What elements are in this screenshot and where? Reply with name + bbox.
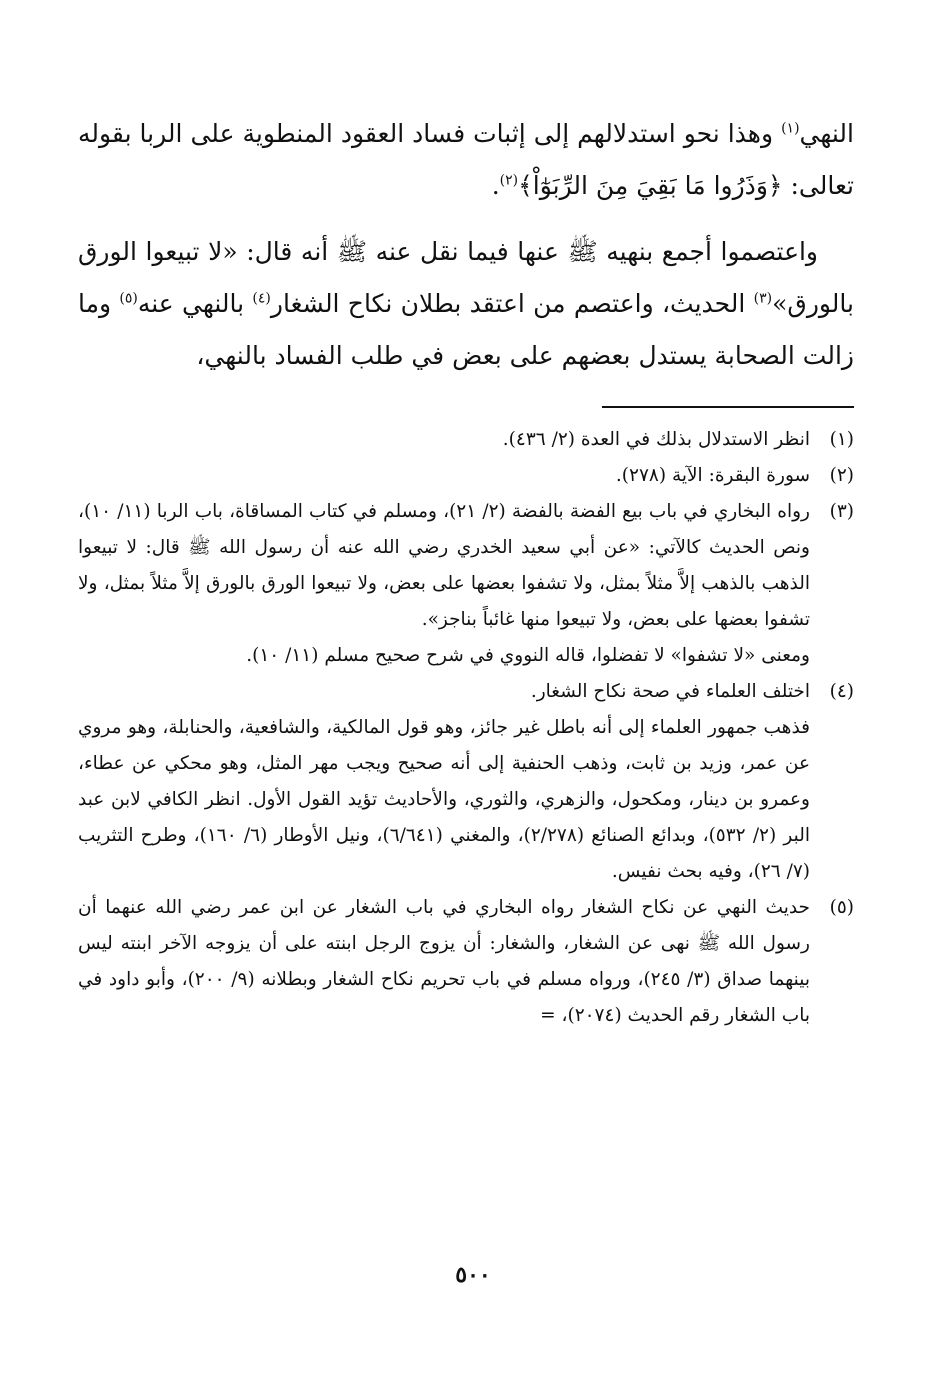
footnote-separator bbox=[602, 406, 854, 408]
body-paragraph-1 bbox=[78, 108, 854, 212]
text-segment: وما زالت الصحابة يستدل بعضهم على بعض في طلب الفساد بالنهي، bbox=[78, 289, 854, 370]
footnote-text: سورة البقرة: الآية (٢٧٨). bbox=[615, 465, 810, 486]
page-number: ٥٠٠ bbox=[455, 1262, 491, 1288]
footnote-number: (١) bbox=[829, 429, 854, 450]
footnote-ref-3[interactable]: (٣) bbox=[753, 290, 773, 307]
footnote-ref-1[interactable]: (١) bbox=[781, 120, 800, 137]
text-segment: واعتصموا أجمع بنهيه ﷺ عنها فيما نقل عنه ﷺ أنه قال: «لا تبيعوا الورق بالورق» bbox=[78, 237, 854, 318]
footnote-number: (٤) bbox=[829, 681, 854, 702]
footnote-3 bbox=[78, 494, 854, 674]
footnote-number: (٣) bbox=[829, 501, 854, 522]
page bbox=[78, 108, 854, 1034]
footnote-text: حديث النهي عن نكاح الشغار رواه البخاري في باب الشغار عن ابن عمر رضي الله عنهما أن رسول الله ﷺ نهى عن الشغار، والشغار: أن يزوج الرجل ابنته على أن يزوجه الآخر ابنته ليس بينهما صداق (٣/ ٢٤٥)، ورواه مسلم في باب تحريم نكاح الشغار وبطلانه (٩/ ٢٠٠)، وأبو داود في باب الشغار رقم الحديث (٢٠٧٤)، = bbox=[78, 897, 810, 1026]
footnote-text: انظر الاستدلال بذلك في العدة (٢/ ٤٣٦). bbox=[502, 429, 810, 450]
text-segment: وهذا نحو استدلالهم إلى إثبات فساد العقود المنطوية على الربا بقوله تعالى: ﴿وَذَرُوا مَا بَقِيَ مِنَ الرِّبَوٰٓاْ﴾ bbox=[78, 119, 854, 200]
footnote-ref-5[interactable]: (٥) bbox=[119, 290, 138, 307]
footnote-text: فذهب جمهور العلماء إلى أنه باطل غير جائز، وهو قول المالكية، والشافعية، والحنابلة، وهو مروي عن عمر، وزيد بن ثابت، وذهب الحنفية إلى أنه صحيح ويجب مهر المثل، وهو محكي عن عطاء، وعمرو بن دينار، ومكحول، والزهري، والثوري، والأحاديث تؤيد القول الأول. انظر الكافي لابن عبد البر (٢/ ٥٣٢)، وبدائع الصنائع (٢/٢٧٨)، والمغني (٦/٦٤١)، ونيل الأوطار (٦/ ١٦٠)، وطرح التثريب (٧/ ٢٦)، وفيه بحث نفيس. bbox=[78, 717, 810, 882]
footnote-body bbox=[78, 890, 810, 1034]
text-segment: . bbox=[491, 171, 500, 200]
footnote-1 bbox=[78, 422, 854, 458]
footnote-body bbox=[78, 458, 810, 494]
footnote-4 bbox=[78, 674, 854, 890]
footnote-text: ومعنى «لا تشفوا» لا تفضلوا، قاله النووي في شرح صحيح مسلم (١١/ ١٠). bbox=[246, 645, 810, 666]
footnote-body bbox=[78, 494, 810, 674]
footnote-5 bbox=[78, 890, 854, 1034]
footnote-ref-4[interactable]: (٤) bbox=[252, 290, 271, 307]
footnote-number: (٢) bbox=[829, 465, 854, 486]
footnote-number: (٥) bbox=[829, 897, 854, 918]
footnote-body bbox=[78, 674, 810, 890]
text-segment: بالنهي عنه bbox=[137, 289, 253, 318]
text-segment: النهي bbox=[799, 119, 854, 148]
footnote-ref-2[interactable]: (٢) bbox=[499, 172, 519, 189]
body-paragraph-2 bbox=[78, 226, 854, 382]
footnote-text: رواه البخاري في باب بيع الفضة بالفضة (٢/ ٢١)، ومسلم في كتاب المساقاة، باب الربا (١١/ ١٠)، ونص الحديث كالآتي: «عن أبي سعيد الخدري رضي الله عنه أن رسول الله ﷺ قال: لا تبيعوا الذهب بالذهب إلاَّ مثلاً بمثل، ولا تشفوا بعضها على بعض، ولا تبيعوا الورق بالورق إلاَّ مثلاً بمثل، ولا تشفوا بعضها على بعض، ولا تبيعوا منها غائباً بناجز». bbox=[78, 501, 810, 630]
footnote-2 bbox=[78, 458, 854, 494]
footnote-body bbox=[78, 422, 810, 458]
text-segment: الحديث، واعتصم من اعتقد بطلان نكاح الشغار bbox=[270, 289, 754, 318]
footnote-text: اختلف العلماء في صحة نكاح الشغار. bbox=[530, 681, 810, 702]
